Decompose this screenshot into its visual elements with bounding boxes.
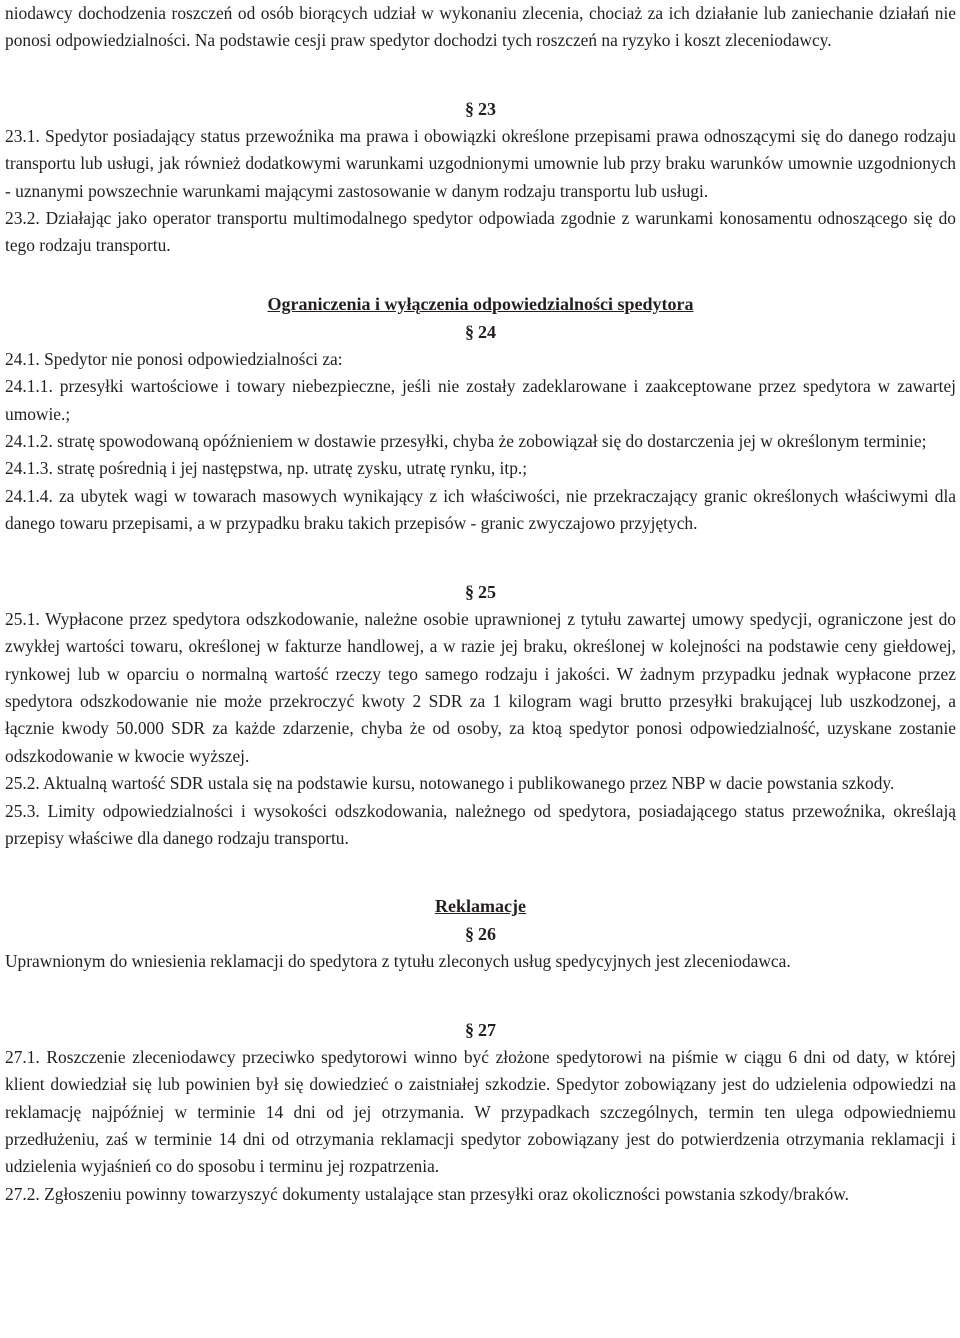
paragraph-25-3: 25.3. Limity odpowiedzialności i wysokości odszkodowania, należnego od spedytora, posiadającego status przewoźnika, określają przepisy właściwe dla danego rodzaju transportu. [5,800,956,848]
paragraph-24-1-2: 24.1.2. stratę spowodowaną opóźnieniem w dostawie przesyłki, chyba że zobowiązał się do dostarczenia jej w określonym terminie; [5,431,927,452]
paragraph-27-1: 27.1. Roszczenie zleceniodawcy przeciwko spedytorowi winno być złożone spedytorowi na piśmie w ciągu 6 dni od daty, w której klient dowiedział się lub powinien był się dowiedzieć o zaistniałej szkodzie. Spedytor zobowiązany jest do udzielenia odpowiedzi na reklamację najpóźniej w terminie 14 dni od jej otrzymania. W przypadkach szczególnych, termin ten ulega odpowiedniemu przedłużeniu, zaś w terminie 14 dni od otrzymania reklamacji spedytor zobowiązany jest do potwierdzenia otrzymania reklamacji i udzielenia wyjaśnień co do sposobu i terminu jej rozpatrzenia. [5,1046,956,1177]
section-mark: § [465,1019,474,1040]
paragraph-24-1-1: 24.1.1. przesyłki wartościowe i towary niebezpieczne, jeśli nie zostały zadeklarowane i zaakceptowane przez spedytora w zawartej umowie.; [5,376,956,424]
section-23-heading [5,95,956,123]
section-number: 25 [478,581,496,602]
section-number: 23 [478,98,496,119]
section-27-heading [5,1016,956,1044]
paragraph-25-1: 25.1. Wypłacone przez spedytora odszkodowanie, należne osobie uprawnionej z tytułu zawartej umowy spedycji, ograniczone jest do zwykłej wartości towaru, określonej w fakturze handlowej, a w razie jej braku, określonej w kolejności na podstawie ceny giełdowej, rynkowej lub w oparciu o normalną wartość rzeczy tego samego rodzaju i jakości. W żadnym przypadku jednak wypłacone przez spedytora odszkodowanie nie może przekroczyć kwoty 2 SDR za 1 kilogram wagi brutto przesyłki brakującej lub uszkodzonej, a łącznie kwody 50.000 SDR za każde zdarzenie, chyba że od osoby, za ktoą spedytor ponosi odpowiedzialność, uzyskane zostanie odszkodowanie w kwocie wyższej. [5,608,956,766]
paragraph-26: Uprawnionym do wniesienia reklamacji do spedytora z tytułu zleconych usług spedycyjnych jest zleceniodawca. [5,951,791,972]
section-25-heading [5,578,956,606]
paragraph-24-1: 24.1. Spedytor nie ponosi odpowiedzialności za: [5,348,343,369]
section-24-heading [5,318,956,346]
section-mark: § [465,581,474,602]
section-mark: § [465,924,474,945]
heading-liability-limits: Ograniczenia i wyłączenia odpowiedzialności spedytora [267,293,694,314]
paragraph-24-1-4: 24.1.4. za ubytek wagi w towarach masowych wynikający z ich właściwości, nie przekraczający granic określonych właściwymi dla danego towaru przepisami, a w przypadku braku takich przepisów - granic zwyczajowo przyjętych. [5,485,956,534]
section-number: 27 [478,1019,496,1040]
paragraph-25-2: 25.2. Aktualną wartość SDR ustala się na podstawie kursu, notowanego i publikowanego przez NBP w dacie powstania szkody. [5,773,895,794]
paragraph-23-1: 23.1. Spedytor posiadający status przewoźnika ma prawa i obowiązki określone przepisami prawa odnoszącymi się do danego rodzaju transportu lub usługi, jak również dodatkowymi warunkami uzgodnionymi umownie lub przy braku warunków umownie uzgodnionych - uznanymi powszechnie warunkami mającymi zastosowanie w danym rodzaju transportu lub usługi. [5,125,956,201]
paragraph-27-2: 27.2. Zgłoszeniu powinny towarzyszyć dokumenty ustalające stan przesyłki oraz okoliczności powstania szkody/braków. [5,1183,850,1204]
paragraph-23-2: 23.2. Działając jako operator transportu multimodalnego spedytor odpowiada zgodnie z warunkami konosamentu odnoszącego się do tego rodzaju transportu. [5,208,956,256]
section-mark: § [465,98,474,119]
intro-paragraph: niodawcy dochodzenia roszczeń od osób biorących udział w wykonaniu zlecenia, chociaż za ich działanie lub zaniechanie działań nie ponosi odpowiedzialności. Na podstawie cesji praw spedytor dochodzi tych roszczeń na ryzyko i koszt zleceniodawcy. [5,3,956,51]
section-mark: § [465,321,474,342]
section-26-heading [5,920,956,948]
heading-claims: Reklamacje [435,896,526,917]
paragraph-24-1-3: 24.1.3. stratę pośrednią i jej następstwa, np. utratę zysku, utratę rynku, itp.; [5,458,528,479]
section-number: 26 [478,924,496,945]
section-number: 24 [478,321,496,342]
